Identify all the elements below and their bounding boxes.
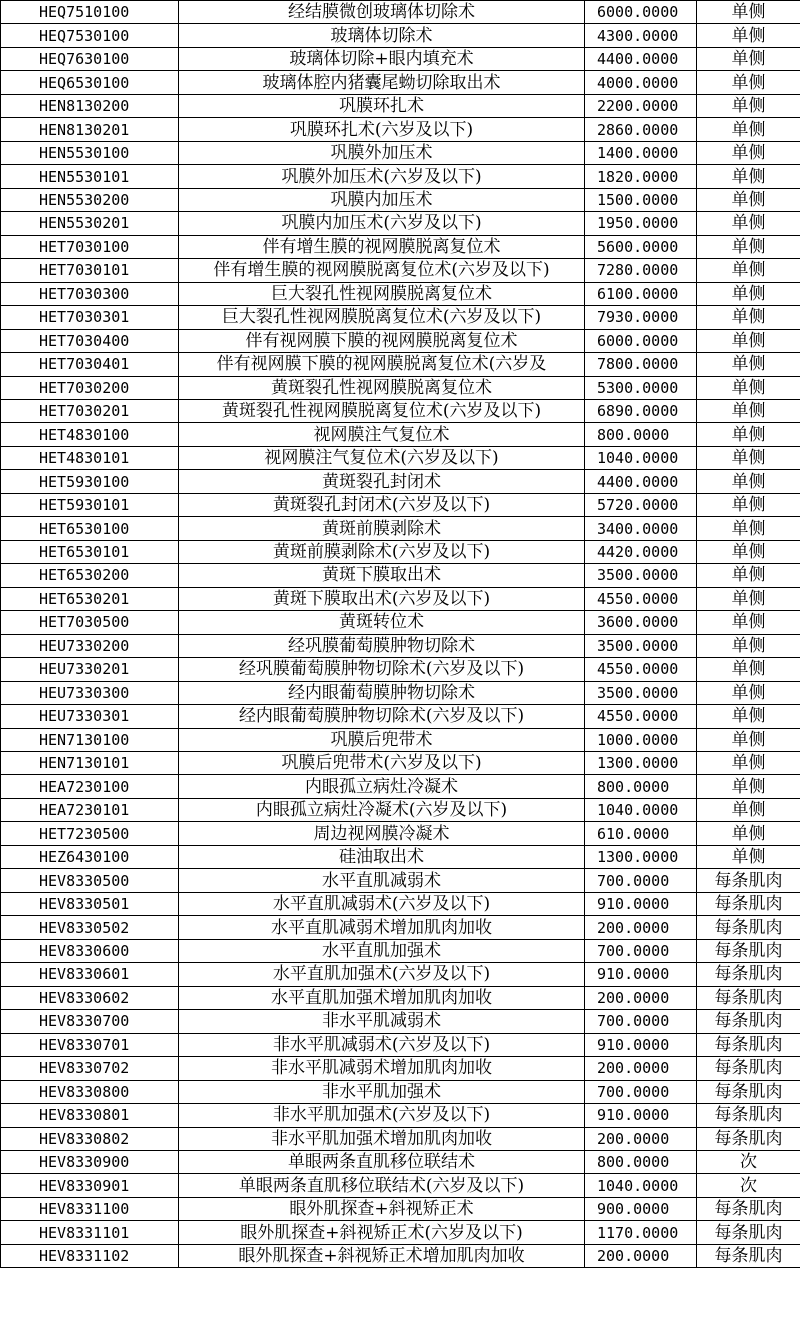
item-code-cell: HEV8330702: [1, 1057, 179, 1080]
item-price-cell: 2200.0000: [585, 94, 697, 117]
table-row: [1, 188, 800, 211]
item-unit-cell: 单侧: [697, 259, 800, 282]
table-row: [1, 705, 800, 728]
item-code-cell: HEV8330502: [1, 916, 179, 939]
table-row: [1, 141, 800, 164]
item-unit-cell: 单侧: [697, 446, 800, 469]
item-code-cell: HEN8130201: [1, 118, 179, 141]
item-unit-cell: 单侧: [697, 493, 800, 516]
table-row: [1, 1150, 800, 1173]
item-unit-cell: 每条肌肉: [697, 1033, 800, 1056]
item-name-cell: 经内眼葡萄膜肿物切除术: [179, 681, 585, 704]
item-unit-cell: 单侧: [697, 306, 800, 329]
item-unit-cell: 单侧: [697, 798, 800, 821]
table-row: [1, 916, 800, 939]
table-row: [1, 634, 800, 657]
item-code-cell: HEN5530100: [1, 141, 179, 164]
item-code-cell: HEV8331101: [1, 1221, 179, 1244]
item-unit-cell: 每条肌肉: [697, 1104, 800, 1127]
item-unit-cell: 单侧: [697, 376, 800, 399]
item-unit-cell: 次: [697, 1150, 800, 1173]
table-row: [1, 329, 800, 352]
item-unit-cell: 单侧: [697, 658, 800, 681]
item-price-cell: 910.0000: [585, 1104, 697, 1127]
item-code-cell: HEV8330700: [1, 1010, 179, 1033]
item-name-cell: 伴有视网膜下膜的视网膜脱离复位术(六岁及: [179, 353, 585, 376]
item-code-cell: HET4830101: [1, 446, 179, 469]
item-unit-cell: 单侧: [697, 728, 800, 751]
item-unit-cell: 单侧: [697, 212, 800, 235]
item-code-cell: HET7030301: [1, 306, 179, 329]
item-name-cell: 经内眼葡萄膜肿物切除术(六岁及以下): [179, 705, 585, 728]
item-unit-cell: 单侧: [697, 165, 800, 188]
table-row: [1, 611, 800, 634]
item-unit-cell: 单侧: [697, 705, 800, 728]
item-code-cell: HEV8330701: [1, 1033, 179, 1056]
item-price-cell: 700.0000: [585, 1010, 697, 1033]
table-row: [1, 1104, 800, 1127]
item-code-cell: HEN5530200: [1, 188, 179, 211]
table-row: [1, 681, 800, 704]
item-price-cell: 6000.0000: [585, 329, 697, 352]
item-unit-cell: 每条肌肉: [697, 1221, 800, 1244]
item-unit-cell: 每条肌肉: [697, 916, 800, 939]
item-price-cell: 3400.0000: [585, 517, 697, 540]
item-price-cell: 900.0000: [585, 1197, 697, 1220]
item-name-cell: 经结膜微创玻璃体切除术: [179, 1, 585, 24]
item-unit-cell: 每条肌肉: [697, 892, 800, 915]
table-row: [1, 1033, 800, 1056]
item-price-cell: 7800.0000: [585, 353, 697, 376]
item-price-cell: 4400.0000: [585, 47, 697, 70]
item-name-cell: 眼外肌探查+斜视矫正术: [179, 1197, 585, 1220]
item-name-cell: 巩膜后兜带术(六岁及以下): [179, 752, 585, 775]
item-name-cell: 内眼孤立病灶冷凝术: [179, 775, 585, 798]
item-name-cell: 经巩膜葡萄膜肿物切除术: [179, 634, 585, 657]
item-code-cell: HEQ6530100: [1, 71, 179, 94]
item-name-cell: 经巩膜葡萄膜肿物切除术(六岁及以下): [179, 658, 585, 681]
item-name-cell: 伴有视网膜下膜的视网膜脱离复位术: [179, 329, 585, 352]
item-unit-cell: 单侧: [697, 470, 800, 493]
item-name-cell: 水平直肌减弱术: [179, 869, 585, 892]
item-name-cell: 水平直肌加强术: [179, 939, 585, 962]
table-row: [1, 399, 800, 422]
item-unit-cell: 单侧: [697, 188, 800, 211]
item-code-cell: HEV8330800: [1, 1080, 179, 1103]
item-name-cell: 玻璃体切除术: [179, 24, 585, 47]
item-code-cell: HET4830100: [1, 423, 179, 446]
table-row: [1, 165, 800, 188]
item-code-cell: HEV8330900: [1, 1150, 179, 1173]
item-unit-cell: 单侧: [697, 845, 800, 868]
item-price-cell: 6100.0000: [585, 282, 697, 305]
table-row: [1, 235, 800, 258]
item-name-cell: 眼外肌探查+斜视矫正术增加肌肉加收: [179, 1244, 585, 1267]
item-price-cell: 1500.0000: [585, 188, 697, 211]
table-row: [1, 118, 800, 141]
table-row: [1, 798, 800, 821]
item-code-cell: HEU7330201: [1, 658, 179, 681]
table-row: [1, 564, 800, 587]
item-code-cell: HET7030300: [1, 282, 179, 305]
item-unit-cell: 单侧: [697, 564, 800, 587]
item-code-cell: HET6530201: [1, 587, 179, 610]
item-unit-cell: 单侧: [697, 399, 800, 422]
item-name-cell: 视网膜注气复位术: [179, 423, 585, 446]
item-unit-cell: 每条肌肉: [697, 869, 800, 892]
table-row: [1, 1010, 800, 1033]
item-unit-cell: 单侧: [697, 752, 800, 775]
item-unit-cell: 单侧: [697, 282, 800, 305]
item-name-cell: 黄斑下膜取出术: [179, 564, 585, 587]
item-name-cell: 黄斑前膜剥除术: [179, 517, 585, 540]
item-price-cell: 4420.0000: [585, 540, 697, 563]
table-row: [1, 71, 800, 94]
item-name-cell: 巩膜内加压术(六岁及以下): [179, 212, 585, 235]
item-price-cell: 3500.0000: [585, 634, 697, 657]
item-name-cell: 视网膜注气复位术(六岁及以下): [179, 446, 585, 469]
table-row: [1, 752, 800, 775]
item-unit-cell: 单侧: [697, 141, 800, 164]
item-unit-cell: 单侧: [697, 822, 800, 845]
item-code-cell: HEZ6430100: [1, 845, 179, 868]
item-price-cell: 700.0000: [585, 869, 697, 892]
item-unit-cell: 单侧: [697, 71, 800, 94]
item-code-cell: HET7030400: [1, 329, 179, 352]
item-price-cell: 910.0000: [585, 1033, 697, 1056]
item-price-cell: 2860.0000: [585, 118, 697, 141]
table-row: [1, 306, 800, 329]
item-unit-cell: 每条肌肉: [697, 1244, 800, 1267]
table-row: [1, 587, 800, 610]
item-code-cell: HET5930101: [1, 493, 179, 516]
item-name-cell: 水平直肌加强术增加肌肉加收: [179, 986, 585, 1009]
item-code-cell: HEV8330801: [1, 1104, 179, 1127]
item-price-cell: 1300.0000: [585, 845, 697, 868]
item-name-cell: 非水平肌减弱术: [179, 1010, 585, 1033]
item-unit-cell: 次: [697, 1174, 800, 1197]
item-code-cell: HEU7330200: [1, 634, 179, 657]
item-code-cell: HEV8330602: [1, 986, 179, 1009]
item-code-cell: HEQ7530100: [1, 24, 179, 47]
item-price-cell: 1040.0000: [585, 1174, 697, 1197]
item-name-cell: 非水平肌减弱术增加肌肉加收: [179, 1057, 585, 1080]
item-name-cell: 周边视网膜冷凝术: [179, 822, 585, 845]
item-code-cell: HEV8330500: [1, 869, 179, 892]
item-price-cell: 7280.0000: [585, 259, 697, 282]
item-code-cell: HET7030200: [1, 376, 179, 399]
item-name-cell: 黄斑裂孔封闭术: [179, 470, 585, 493]
item-price-cell: 4400.0000: [585, 470, 697, 493]
item-price-cell: 4550.0000: [585, 658, 697, 681]
item-name-cell: 巩膜环扎术(六岁及以下): [179, 118, 585, 141]
item-price-cell: 200.0000: [585, 1244, 697, 1267]
item-code-cell: HET7030401: [1, 353, 179, 376]
item-code-cell: HEQ7510100: [1, 1, 179, 24]
item-name-cell: 巩膜外加压术: [179, 141, 585, 164]
item-name-cell: 伴有增生膜的视网膜脱离复位术(六岁及以下): [179, 259, 585, 282]
item-name-cell: 眼外肌探查+斜视矫正术(六岁及以下): [179, 1221, 585, 1244]
item-name-cell: 巩膜外加压术(六岁及以下): [179, 165, 585, 188]
item-name-cell: 巩膜后兜带术: [179, 728, 585, 751]
table-row: [1, 24, 800, 47]
table-row: [1, 259, 800, 282]
item-name-cell: 伴有增生膜的视网膜脱离复位术: [179, 235, 585, 258]
item-price-cell: 800.0000: [585, 423, 697, 446]
table-row: [1, 845, 800, 868]
item-unit-cell: 单侧: [697, 329, 800, 352]
item-price-cell: 4550.0000: [585, 705, 697, 728]
item-name-cell: 非水平肌加强术(六岁及以下): [179, 1104, 585, 1127]
item-code-cell: HEV8330802: [1, 1127, 179, 1150]
item-price-cell: 3500.0000: [585, 564, 697, 587]
item-price-cell: 910.0000: [585, 963, 697, 986]
item-price-cell: 3600.0000: [585, 611, 697, 634]
item-code-cell: HEU7330300: [1, 681, 179, 704]
item-code-cell: HEN7130100: [1, 728, 179, 751]
table-row: [1, 470, 800, 493]
item-unit-cell: 单侧: [697, 775, 800, 798]
item-name-cell: 黄斑前膜剥除术(六岁及以下): [179, 540, 585, 563]
item-code-cell: HET7230500: [1, 822, 179, 845]
table-row: [1, 423, 800, 446]
item-price-cell: 910.0000: [585, 892, 697, 915]
table-row: [1, 1221, 800, 1244]
item-name-cell: 玻璃体腔内猪囊尾蚴切除取出术: [179, 71, 585, 94]
item-price-cell: 6000.0000: [585, 1, 697, 24]
table-row: [1, 892, 800, 915]
item-code-cell: HET6530101: [1, 540, 179, 563]
table-row: [1, 1057, 800, 1080]
item-name-cell: 巩膜环扎术: [179, 94, 585, 117]
item-price-cell: 5720.0000: [585, 493, 697, 516]
price-table-body: [1, 1, 800, 1268]
item-code-cell: HEN7130101: [1, 752, 179, 775]
item-unit-cell: 单侧: [697, 24, 800, 47]
item-unit-cell: 每条肌肉: [697, 1197, 800, 1220]
table-row: [1, 94, 800, 117]
item-price-cell: 1040.0000: [585, 798, 697, 821]
item-price-cell: 610.0000: [585, 822, 697, 845]
table-row: [1, 376, 800, 399]
item-unit-cell: 单侧: [697, 634, 800, 657]
item-price-cell: 4550.0000: [585, 587, 697, 610]
item-name-cell: 硅油取出术: [179, 845, 585, 868]
item-name-cell: 巨大裂孔性视网膜脱离复位术(六岁及以下): [179, 306, 585, 329]
table-row: [1, 986, 800, 1009]
item-code-cell: HET7030500: [1, 611, 179, 634]
table-row: [1, 939, 800, 962]
table-row: [1, 446, 800, 469]
item-price-cell: 700.0000: [585, 939, 697, 962]
item-price-cell: 200.0000: [585, 916, 697, 939]
item-unit-cell: 每条肌肉: [697, 963, 800, 986]
table-row: [1, 658, 800, 681]
item-name-cell: 非水平肌加强术增加肌肉加收: [179, 1127, 585, 1150]
table-row: [1, 212, 800, 235]
item-name-cell: 巩膜内加压术: [179, 188, 585, 211]
item-unit-cell: 每条肌肉: [697, 1080, 800, 1103]
item-name-cell: 黄斑裂孔封闭术(六岁及以下): [179, 493, 585, 516]
item-price-cell: 700.0000: [585, 1080, 697, 1103]
item-name-cell: 黄斑裂孔性视网膜脱离复位术(六岁及以下): [179, 399, 585, 422]
item-price-cell: 1400.0000: [585, 141, 697, 164]
item-price-cell: 7930.0000: [585, 306, 697, 329]
table-row: [1, 540, 800, 563]
item-price-cell: 200.0000: [585, 1127, 697, 1150]
item-code-cell: HET7030201: [1, 399, 179, 422]
item-price-cell: 1950.0000: [585, 212, 697, 235]
item-price-cell: 1820.0000: [585, 165, 697, 188]
item-unit-cell: 单侧: [697, 517, 800, 540]
item-code-cell: HET7030101: [1, 259, 179, 282]
table-row: [1, 728, 800, 751]
item-code-cell: HEN5530101: [1, 165, 179, 188]
table-row: [1, 822, 800, 845]
item-unit-cell: 每条肌肉: [697, 1010, 800, 1033]
item-name-cell: 巨大裂孔性视网膜脱离复位术: [179, 282, 585, 305]
item-unit-cell: 单侧: [697, 47, 800, 70]
item-unit-cell: 每条肌肉: [697, 1127, 800, 1150]
table-row: [1, 1080, 800, 1103]
item-unit-cell: 单侧: [697, 611, 800, 634]
item-code-cell: HEA7230101: [1, 798, 179, 821]
item-price-cell: 3500.0000: [585, 681, 697, 704]
item-code-cell: HEV8330601: [1, 963, 179, 986]
item-name-cell: 水平直肌加强术(六岁及以下): [179, 963, 585, 986]
item-name-cell: 非水平肌加强术: [179, 1080, 585, 1103]
item-price-cell: 5300.0000: [585, 376, 697, 399]
table-row: [1, 353, 800, 376]
item-price-cell: 6890.0000: [585, 399, 697, 422]
item-price-cell: 4000.0000: [585, 71, 697, 94]
table-row: [1, 1127, 800, 1150]
item-price-cell: 1300.0000: [585, 752, 697, 775]
table-row: [1, 963, 800, 986]
item-price-cell: 1000.0000: [585, 728, 697, 751]
table-row: [1, 869, 800, 892]
item-name-cell: 黄斑转位术: [179, 611, 585, 634]
item-unit-cell: 单侧: [697, 1, 800, 24]
item-unit-cell: 单侧: [697, 540, 800, 563]
item-code-cell: HEA7230100: [1, 775, 179, 798]
item-code-cell: HEN5530201: [1, 212, 179, 235]
item-name-cell: 单眼两条直肌移位联结术(六岁及以下): [179, 1174, 585, 1197]
table-row: [1, 517, 800, 540]
item-price-cell: 800.0000: [585, 1150, 697, 1173]
item-price-cell: 1170.0000: [585, 1221, 697, 1244]
item-unit-cell: 单侧: [697, 118, 800, 141]
item-name-cell: 黄斑裂孔性视网膜脱离复位术: [179, 376, 585, 399]
table-row: [1, 1, 800, 24]
item-code-cell: HET7030100: [1, 235, 179, 258]
item-unit-cell: 每条肌肉: [697, 1057, 800, 1080]
item-name-cell: 水平直肌减弱术增加肌肉加收: [179, 916, 585, 939]
item-code-cell: HEN8130200: [1, 94, 179, 117]
table-row: [1, 493, 800, 516]
item-unit-cell: 单侧: [697, 681, 800, 704]
item-code-cell: HEV8331102: [1, 1244, 179, 1267]
item-code-cell: HET5930100: [1, 470, 179, 493]
item-price-cell: 4300.0000: [585, 24, 697, 47]
item-code-cell: HET6530200: [1, 564, 179, 587]
item-unit-cell: 单侧: [697, 587, 800, 610]
table-row: [1, 1174, 800, 1197]
item-price-cell: 5600.0000: [585, 235, 697, 258]
item-unit-cell: 单侧: [697, 235, 800, 258]
item-code-cell: HEU7330301: [1, 705, 179, 728]
item-code-cell: HEQ7630100: [1, 47, 179, 70]
table-row: [1, 1244, 800, 1267]
item-price-cell: 200.0000: [585, 1057, 697, 1080]
item-unit-cell: 单侧: [697, 423, 800, 446]
item-code-cell: HET6530100: [1, 517, 179, 540]
item-name-cell: 黄斑下膜取出术(六岁及以下): [179, 587, 585, 610]
item-price-cell: 200.0000: [585, 986, 697, 1009]
item-code-cell: HEV8330501: [1, 892, 179, 915]
item-name-cell: 玻璃体切除+眼内填充术: [179, 47, 585, 70]
table-row: [1, 1197, 800, 1220]
item-price-cell: 1040.0000: [585, 446, 697, 469]
item-price-cell: 800.0000: [585, 775, 697, 798]
item-unit-cell: 每条肌肉: [697, 986, 800, 1009]
item-code-cell: HEV8330600: [1, 939, 179, 962]
table-row: [1, 282, 800, 305]
table-row: [1, 775, 800, 798]
item-code-cell: HEV8331100: [1, 1197, 179, 1220]
item-code-cell: HEV8330901: [1, 1174, 179, 1197]
item-unit-cell: 单侧: [697, 353, 800, 376]
item-name-cell: 内眼孤立病灶冷凝术(六岁及以下): [179, 798, 585, 821]
item-name-cell: 单眼两条直肌移位联结术: [179, 1150, 585, 1173]
item-unit-cell: 每条肌肉: [697, 939, 800, 962]
table-row: [1, 47, 800, 70]
item-name-cell: 水平直肌减弱术(六岁及以下): [179, 892, 585, 915]
item-unit-cell: 单侧: [697, 94, 800, 117]
item-name-cell: 非水平肌减弱术(六岁及以下): [179, 1033, 585, 1056]
